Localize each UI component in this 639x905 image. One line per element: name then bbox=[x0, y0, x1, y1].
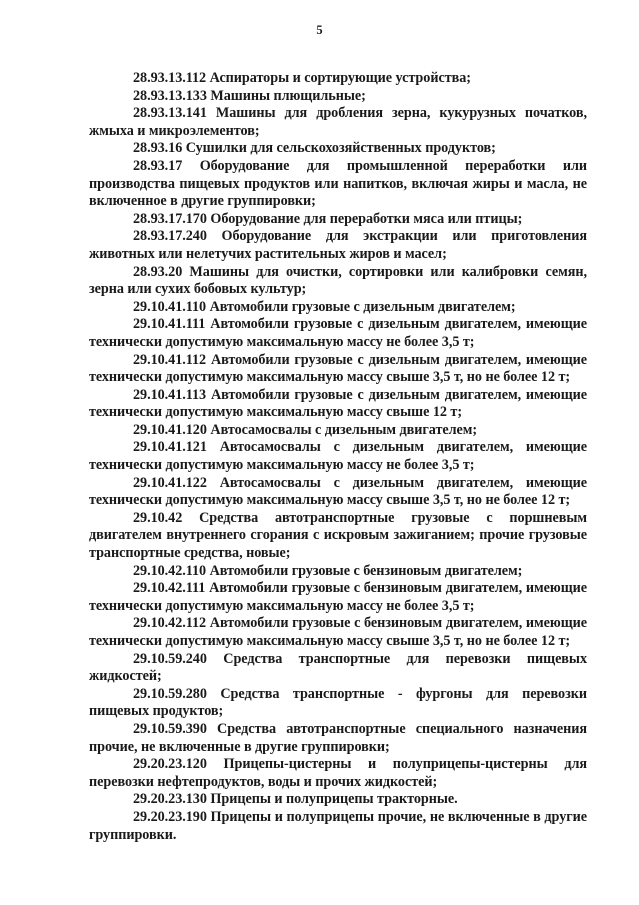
list-item: 29.10.42.110 Автомобили грузовые с бензиновым двигателем; bbox=[133, 562, 523, 579]
list-item: 28.93.13.112 Аспираторы и сортирующие устройства; bbox=[133, 70, 471, 86]
list-item: 29.10.42.112 Автомобили грузовые с бензиновым двигателем, имеющие технически допустимую максимальную массу свыше 3,5 т, но не более 12 т; bbox=[89, 615, 587, 649]
list-item: 29.10.41.112 Автомобили грузовые с дизельным двигателем, имеющие технически допустимую максимальную массу свыше 3,5 т, но не более 12 т; bbox=[89, 351, 587, 386]
list-item: 29.10.42.111 Автомобили грузовые с бензиновым двигателем, имеющие технически допустимую максимальную массу не более 3,5 т; bbox=[89, 580, 587, 614]
document-body bbox=[89, 70, 587, 844]
list-item: 29.10.41.110 Автомобили грузовые с дизельным двигателем; bbox=[133, 298, 516, 315]
list-item: 29.10.41.121 Автосамосвалы с дизельным двигателем, имеющие технически допустимую максимальную массу не более 3,5 т; bbox=[89, 439, 587, 474]
list-item: 29.10.41.122 Автосамосвалы с дизельным двигателем, имеющие технически допустимую максимальную массу свыше 3,5 т, но не более 12 т; bbox=[89, 474, 587, 509]
list-item: 29.20.23.190 Прицепы и полуприцепы прочие, не включенные в другие группировки. bbox=[89, 808, 587, 843]
list-item: 29.10.59.390 Средства автотранспортные специального назначения прочие, не включенные в другие группировки; bbox=[89, 720, 587, 755]
list-item: 29.10.41.111 Автомобили грузовые с дизельным двигателем, имеющие технически допустимую максимальную массу не более 3,5 т; bbox=[89, 316, 587, 350]
list-item: 29.20.23.120 Прицепы-цистерны и полуприцепы-цистерны для перевозки нефтепродуктов, воды и прочих жидкостей; bbox=[89, 756, 587, 790]
list-item: 28.93.20 Машины для очистки, сортировки или калибровки семян, зерна или сухих бобовых культур; bbox=[89, 263, 587, 298]
list-item: 28.93.16 Сушилки для сельскохозяйственных продуктов; bbox=[133, 140, 496, 157]
list-item: 29.10.59.280 Средства транспортные - фургоны для перевозки пищевых продуктов; bbox=[89, 685, 587, 720]
list-item: 28.93.17.240 Оборудование для экстракции или приготовления животных или нелетучих растительных жиров и масел; bbox=[89, 228, 587, 262]
list-item: 29.10.59.240 Средства транспортные для перевозки пищевых жидкостей; bbox=[89, 650, 587, 685]
page-number: 5 bbox=[316, 23, 323, 37]
list-item: 29.20.23.130 Прицепы и полуприцепы тракторные. bbox=[133, 791, 458, 808]
list-item: 28.93.13.133 Машины плющильные; bbox=[133, 87, 366, 104]
list-item: 28.93.17.170 Оборудование для переработки мяса или птицы; bbox=[133, 210, 523, 227]
list-item: 28.93.13.141 Машины для дробления зерна, кукурузных початков, жмыха и микроэлементов; bbox=[89, 105, 587, 139]
list-item: 28.93.17 Оборудование для промышленной переработки или производства пищевых продуктов или напитков, включая жиры и масла, не включенное в другие группировки; bbox=[89, 157, 587, 210]
list-item: 29.10.42 Средства автотранспортные грузовые с поршневым двигателем внутреннего сгорания с искровым зажиганием; прочие грузовые транспортные средства, новые; bbox=[89, 509, 587, 562]
list-item: 29.10.41.113 Автомобили грузовые с дизельным двигателем, имеющие технически допустимую максимальную массу свыше 12 т; bbox=[89, 386, 587, 421]
list-item: 29.10.41.120 Автосамосвалы с дизельным двигателем; bbox=[133, 421, 478, 438]
